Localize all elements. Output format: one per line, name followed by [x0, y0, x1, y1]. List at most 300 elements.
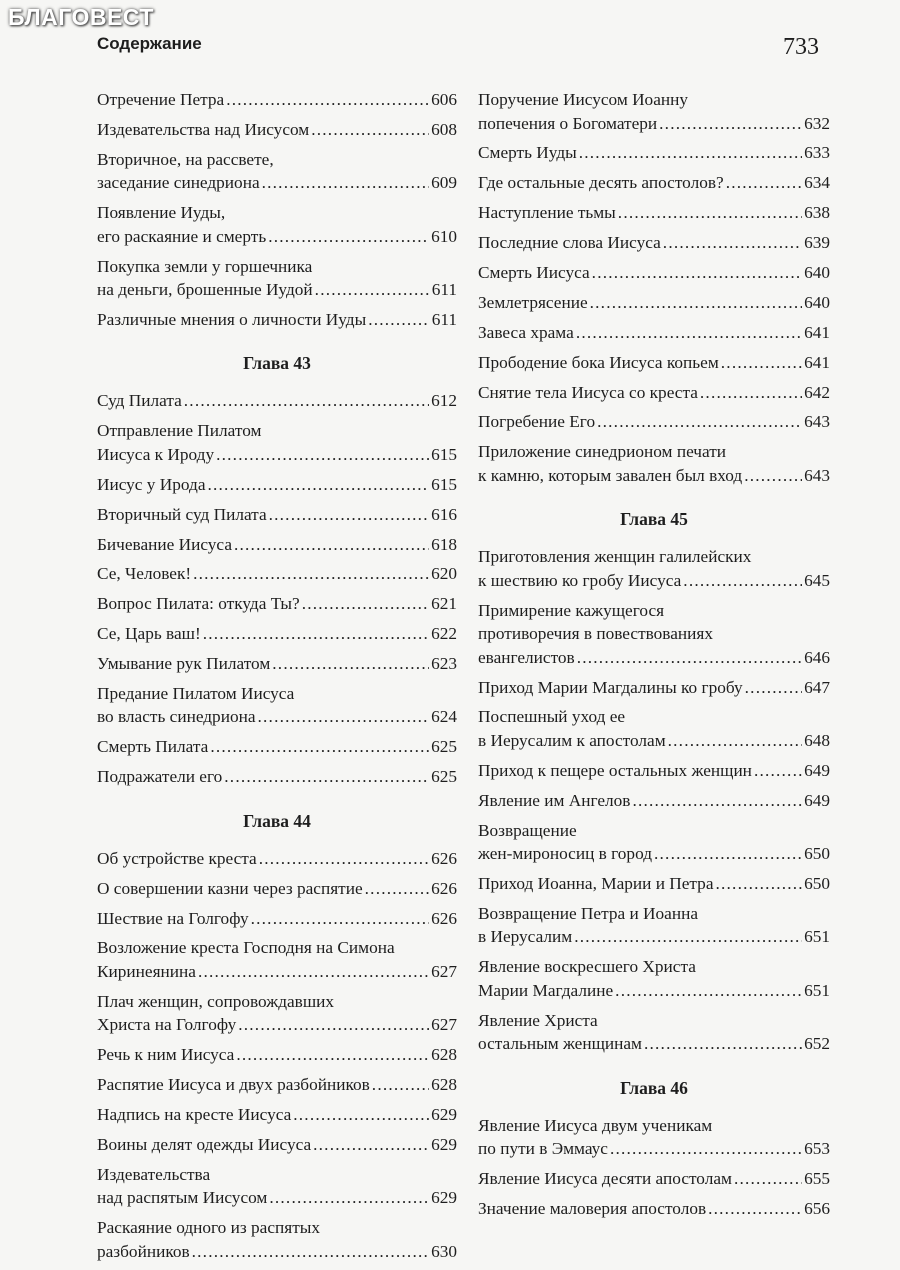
- toc-entry-title-line: Значение маловерия апостолов: [478, 1198, 707, 1218]
- toc-entry: [478, 141, 830, 165]
- toc-entry: [97, 533, 457, 557]
- toc-entry-title-line: Издевательства над Иисусом: [97, 119, 310, 139]
- dot-leader: [708, 1197, 802, 1221]
- toc-entry-title-line: Издевательства: [97, 1164, 211, 1184]
- toc-entry-title-line: Прободение бока Иисуса копьем: [478, 352, 719, 372]
- toc-page-number: 656: [804, 1198, 830, 1218]
- toc-entry-title-line: Приготовления женщин галилейских: [478, 547, 752, 567]
- toc-entry-row: [478, 1137, 830, 1161]
- toc-page-number: 653: [804, 1139, 830, 1159]
- toc-page-number: 618: [431, 534, 457, 554]
- dot-leader: [269, 1186, 429, 1210]
- toc-entry-title-line: Се, Человек!: [97, 564, 192, 584]
- toc-entry-title-line: Распятие Иисуса и двух разбойников: [97, 1075, 370, 1095]
- toc-entry-title-line: Наступление тьмы: [478, 203, 616, 223]
- toc-entry-title-line: Появление Иуды,: [97, 203, 226, 223]
- dot-leader: [734, 1167, 802, 1191]
- toc-entry-row: [478, 759, 830, 783]
- toc-entry: [478, 291, 830, 315]
- toc-entry-title-line: Снятие тела Иисуса со креста: [478, 382, 698, 402]
- toc-entry-title-line: Се, Царь ваш!: [97, 624, 201, 644]
- dot-leader: [208, 473, 430, 497]
- dot-leader: [668, 729, 802, 753]
- toc-entry: [478, 440, 830, 487]
- toc-page-number: 626: [431, 878, 457, 898]
- chapter-heading: Глава 44: [243, 810, 311, 831]
- dot-leader: [210, 735, 429, 759]
- dot-leader: [577, 646, 802, 670]
- toc-entry: [478, 872, 830, 896]
- toc-page-number: 626: [431, 908, 457, 928]
- toc-entry: [478, 676, 830, 700]
- toc-page-number: 649: [804, 790, 830, 810]
- toc-entry-title-line: Возвращение: [478, 820, 577, 840]
- toc-page-number: 639: [804, 233, 830, 253]
- toc-entry: [97, 255, 457, 302]
- toc-entry-title-line: Умывание рук Пилатом: [97, 654, 271, 674]
- toc-entry-row: [97, 622, 457, 646]
- toc-page-number: 611: [431, 280, 457, 300]
- toc-entry-row: [97, 225, 457, 249]
- toc-entry: [97, 907, 457, 931]
- toc-page-number: 638: [804, 203, 830, 223]
- toc-entry: [478, 902, 830, 949]
- toc-entry-title-line: Раскаяние одного из распятых: [97, 1218, 321, 1238]
- toc-entry-title-line: Надпись на кресте Иисуса: [97, 1104, 292, 1124]
- chapter-heading: Глава 46: [620, 1077, 688, 1098]
- dot-leader: [226, 88, 429, 112]
- toc-page-number: 655: [804, 1169, 830, 1189]
- dot-leader: [365, 877, 429, 901]
- toc-page-number: 629: [431, 1104, 457, 1124]
- toc-entry-title-line: Явление Христа: [478, 1010, 598, 1030]
- toc-entry-title-line: в Иерусалим: [478, 927, 573, 947]
- dot-leader: [224, 765, 429, 789]
- toc-entry: [97, 503, 457, 527]
- toc-entry-row: [97, 473, 457, 497]
- toc-page-number: 628: [431, 1045, 457, 1065]
- toc-entry: [97, 118, 457, 142]
- toc-entry-title-line: над распятым Иисусом: [97, 1188, 268, 1208]
- toc-entry: [478, 351, 830, 375]
- toc-entry-row: [97, 1186, 457, 1210]
- toc-entry-title-line: Марии Магдалине: [478, 980, 614, 1000]
- toc-entry-row: [478, 676, 830, 700]
- toc-entry-row: [478, 171, 830, 195]
- toc-entry: [97, 990, 457, 1037]
- toc-entry-title-line: Смерть Иуды: [478, 143, 577, 163]
- toc-entry-title-line: заседание синедриона: [97, 173, 260, 193]
- dot-leader: [744, 464, 802, 488]
- toc-entry: [478, 789, 830, 813]
- toc-page-number: 630: [431, 1241, 457, 1261]
- toc-entry-title-line: Воины делят одежды Иисуса: [97, 1134, 312, 1154]
- toc-entry-title-line: Явление Иисуса двум ученикам: [478, 1115, 713, 1135]
- toc-entry: [478, 599, 830, 670]
- toc-entry: [478, 261, 830, 285]
- toc-entry-title-line: Иисуса к Ироду: [97, 444, 215, 464]
- dot-leader: [726, 171, 802, 195]
- dot-leader: [576, 321, 802, 345]
- toc-entry-title-line: Возвращение Петра и Иоанна: [478, 903, 698, 923]
- dot-leader: [597, 410, 802, 434]
- toc-entry: [478, 1114, 830, 1161]
- toc-entry-title-line: Приход к пещере остальных женщин: [478, 760, 752, 780]
- toc-entry-row: [97, 443, 457, 467]
- toc-entry-row: [478, 646, 830, 670]
- toc-entry: [97, 562, 457, 586]
- toc-entry-title-line: Вторичный суд Пилата: [97, 504, 267, 524]
- toc-entry-title-line: евангелистов: [478, 647, 575, 667]
- toc-entry-row: [97, 389, 457, 413]
- toc-page-number: 641: [804, 322, 830, 342]
- dot-leader: [610, 1137, 802, 1161]
- toc-page-number: 651: [804, 927, 830, 947]
- toc-entry-title-line: Покупка земли у горшечника: [97, 256, 313, 276]
- dot-leader: [754, 759, 802, 783]
- toc-entry: [97, 148, 457, 195]
- toc-entry-row: [478, 141, 830, 165]
- toc-page-number: 608: [431, 119, 457, 139]
- page-number: 733: [783, 34, 819, 60]
- dot-leader: [700, 381, 802, 405]
- toc-entry: [478, 171, 830, 195]
- toc-entry-row: [478, 729, 830, 753]
- toc-entry-title-line: О совершении казни через распятие: [97, 878, 363, 898]
- toc-page-number: 648: [804, 730, 830, 750]
- toc-page-number: 643: [804, 412, 830, 432]
- toc-entry-title-line: Подражатели его: [97, 767, 223, 787]
- toc-entry-title-line: Киринеянина: [97, 961, 196, 981]
- toc-entry: [478, 381, 830, 405]
- toc-page-number: 624: [431, 707, 457, 727]
- dot-leader: [683, 569, 802, 593]
- toc-page-number: 625: [431, 767, 457, 787]
- dot-leader: [716, 872, 803, 896]
- toc-page-number: 611: [431, 309, 457, 329]
- toc-entry: [478, 231, 830, 255]
- toc-entry-title-line: Землетрясение: [478, 292, 588, 312]
- dot-leader: [311, 118, 429, 142]
- dot-leader: [262, 171, 429, 195]
- toc-entry: [97, 652, 457, 676]
- dot-leader: [644, 1032, 802, 1056]
- toc-entry: [478, 545, 830, 592]
- toc-entry-title-line: во власть синедриона: [97, 707, 256, 727]
- toc-entry-title-line: Смерть Пилата: [97, 737, 209, 757]
- toc-page-number: 615: [431, 444, 457, 464]
- toc-page-number: 650: [804, 844, 830, 864]
- dot-leader: [216, 443, 429, 467]
- toc-entry-row: [478, 1032, 830, 1056]
- toc-entry-row: [478, 925, 830, 949]
- toc-entry-title-line: Предание Пилатом Иисуса: [97, 683, 295, 703]
- toc-entry-row: [478, 351, 830, 375]
- dot-leader: [618, 201, 802, 225]
- dot-leader: [272, 652, 429, 676]
- toc-page-number: 609: [431, 173, 457, 193]
- toc-entry: [478, 705, 830, 752]
- toc-entry: [97, 936, 457, 983]
- toc-entry: [97, 735, 457, 759]
- toc-entry-row: [97, 1133, 457, 1157]
- toc-entry-title-line: к шествию ко гробу Иисуса: [478, 570, 682, 590]
- toc-page-number: 634: [804, 173, 830, 193]
- dot-leader: [368, 308, 430, 332]
- toc-entry-title-line: Завеса храма: [478, 322, 574, 342]
- toc-entry-row: [97, 503, 457, 527]
- toc-entry-row: [97, 118, 457, 142]
- dot-leader: [659, 112, 802, 136]
- toc-entry-title-line: Где остальные десять апостолов?: [478, 173, 724, 193]
- toc-entry-title-line: на деньги, брошенные Иудой: [97, 280, 313, 300]
- toc-page-number: 629: [431, 1134, 457, 1154]
- dot-leader: [203, 622, 429, 646]
- toc-entry-row: [97, 533, 457, 557]
- toc-entry-row: [97, 88, 457, 112]
- toc-entry-row: [478, 1197, 830, 1221]
- toc-entry-row: [97, 1240, 457, 1264]
- toc-entry: [97, 765, 457, 789]
- toc-entry-row: [97, 1043, 457, 1067]
- dot-leader: [590, 291, 802, 315]
- dot-leader: [372, 1073, 429, 1097]
- dot-leader: [313, 1133, 429, 1157]
- toc-entry-row: [478, 872, 830, 896]
- toc-entry-title-line: Об устройстве креста: [97, 848, 257, 868]
- toc-entry-row: [478, 569, 830, 593]
- toc-entry: [478, 1009, 830, 1056]
- toc-entry-title-line: его раскаяние и смерть: [97, 226, 267, 246]
- toc-page-number: 628: [431, 1075, 457, 1095]
- toc-entry-title-line: Поручение Иисусом Иоанну: [478, 90, 688, 109]
- toc-page-number: 612: [431, 391, 457, 411]
- toc-entry: [478, 1167, 830, 1191]
- toc-page-number: 629: [431, 1188, 457, 1208]
- toc-page-number: 641: [804, 352, 830, 372]
- toc-entry: [478, 410, 830, 434]
- dot-leader: [592, 261, 802, 285]
- dot-leader: [238, 1013, 429, 1037]
- dot-leader: [745, 676, 802, 700]
- dot-leader: [236, 1043, 429, 1067]
- toc-entry: [478, 819, 830, 866]
- toc-entry-row: [97, 171, 457, 195]
- toc-entry: [97, 201, 457, 248]
- toc-entry-row: [478, 381, 830, 405]
- toc-entry-title-line: Шествие на Голгофу: [97, 908, 249, 928]
- dot-leader: [315, 278, 430, 302]
- toc-entry-row: [478, 1167, 830, 1191]
- toc-page-number: 625: [431, 737, 457, 757]
- dot-leader: [258, 705, 430, 729]
- toc-page-number: 622: [431, 624, 457, 644]
- toc-entry-row: [97, 652, 457, 676]
- toc-entry-row: [97, 765, 457, 789]
- toc-entry: [478, 955, 830, 1002]
- toc-entry-title-line: противоречия в повествованиях: [478, 624, 713, 644]
- toc-entry-row: [97, 735, 457, 759]
- dot-leader: [184, 389, 429, 413]
- toc-entry-title-line: в Иерусалим к апостолам: [478, 730, 666, 750]
- toc-entry-title-line: Отправление Пилатом: [97, 421, 262, 441]
- toc-entry-row: [478, 321, 830, 345]
- toc-entry-title-line: Отречение Петра: [97, 90, 225, 109]
- toc-entry-row: [478, 231, 830, 255]
- toc-entry-row: [478, 291, 830, 315]
- dot-leader: [721, 351, 802, 375]
- toc-entry-title-line: Речь к ним Иисуса: [97, 1045, 235, 1065]
- toc-entry: [97, 473, 457, 497]
- toc-entry-title-line: Явление воскресшего Христа: [478, 957, 696, 977]
- toc-entry-title-line: Смерть Иисуса: [478, 262, 590, 282]
- toc-page-number: 606: [431, 90, 457, 109]
- toc-entry-title-line: остальным женщинам: [478, 1034, 642, 1054]
- toc-entry-title-line: Явление Иисуса десяти апостолам: [478, 1169, 732, 1189]
- toc-entry-row: [478, 842, 830, 866]
- toc-entry-title-line: жен-мироносиц в город: [478, 844, 653, 864]
- toc-entry-title-line: Иисус у Ирода: [97, 474, 206, 494]
- toc-page-number: 650: [804, 874, 830, 894]
- toc-right-column: [478, 88, 830, 1227]
- toc-page-number: 643: [804, 465, 830, 485]
- toc-entry-title-line: Приход Иоанна, Марии и Петра: [478, 874, 714, 894]
- toc-page-number: 646: [804, 647, 830, 667]
- toc-entry-row: [97, 705, 457, 729]
- toc-entry-title-line: Христа на Голгофу: [97, 1015, 237, 1035]
- toc-entry-row: [478, 979, 830, 1003]
- toc-entry-title-line: Бичевание Иисуса: [97, 534, 232, 554]
- dot-leader: [198, 960, 429, 984]
- toc-entry-title-line: Суд Пилата: [97, 391, 182, 411]
- toc-entry-row: [97, 960, 457, 984]
- toc-entry-title-line: Вторичное, на рассвете,: [97, 149, 274, 169]
- toc-entry: [97, 1163, 457, 1210]
- toc-entry-title-line: Поспешный уход ее: [478, 707, 626, 727]
- dot-leader: [293, 1103, 429, 1127]
- toc-page-number: 640: [804, 262, 830, 282]
- dot-leader: [259, 847, 429, 871]
- toc-entry-title-line: к камню, которым завален был вход: [478, 465, 743, 485]
- toc-page-number: 616: [431, 504, 457, 524]
- toc-entry: [478, 321, 830, 345]
- dot-leader: [251, 907, 429, 931]
- toc-entry: [97, 1216, 457, 1263]
- toc-entry-title-line: Погребение Его: [478, 412, 596, 432]
- dot-leader: [632, 789, 802, 813]
- toc-entry: [478, 201, 830, 225]
- toc-entry: [97, 682, 457, 729]
- dot-leader: [579, 141, 802, 165]
- toc-entry: [97, 1133, 457, 1157]
- toc-entry: [97, 877, 457, 901]
- dot-leader: [615, 979, 802, 1003]
- toc-entry-row: [97, 877, 457, 901]
- dot-leader: [269, 503, 429, 527]
- toc-entry: [97, 622, 457, 646]
- toc-entry-title-line: Плач женщин, сопровождавших: [97, 991, 335, 1011]
- toc-page-number: 642: [804, 382, 830, 402]
- dot-leader: [234, 533, 429, 557]
- toc-entry-title-line: Примирение кажущегося: [478, 600, 665, 620]
- toc-entry: [97, 88, 457, 112]
- toc-entry: [97, 308, 457, 332]
- toc-entry-title-line: попечения о Богоматери: [478, 113, 658, 133]
- toc-page-number: 647: [804, 677, 830, 697]
- toc-entry-title-line: Последние слова Иисуса: [478, 233, 661, 253]
- toc-page-number: 633: [804, 143, 830, 163]
- dot-leader: [268, 225, 429, 249]
- toc-entry-row: [97, 1073, 457, 1097]
- toc-entry-row: [478, 112, 830, 136]
- toc-page-number: 645: [804, 570, 830, 590]
- toc-entry-row: [478, 789, 830, 813]
- toc-entry-row: [97, 308, 457, 332]
- dot-leader: [193, 562, 429, 586]
- toc-page-number: 610: [431, 226, 457, 246]
- toc-entry: [97, 389, 457, 413]
- toc-entry-row: [97, 278, 457, 302]
- toc-entry: [478, 759, 830, 783]
- toc-entry-row: [478, 261, 830, 285]
- toc-page-number: 620: [431, 564, 457, 584]
- toc-page-number: 626: [431, 848, 457, 868]
- toc-page-number: 649: [804, 760, 830, 780]
- toc-entry: [97, 847, 457, 871]
- chapter-heading: Глава 45: [620, 509, 688, 530]
- dot-leader: [663, 231, 802, 255]
- toc-entry-row: [97, 1013, 457, 1037]
- toc-entry-title-line: разбойников: [97, 1241, 190, 1261]
- watermark-logo: БЛАГОВЕСТ: [8, 4, 154, 30]
- toc-entry-title-line: Вопрос Пилата: откуда Ты?: [97, 594, 300, 614]
- page-header-title: Содержание: [97, 34, 202, 53]
- toc-entry: [97, 1103, 457, 1127]
- dot-leader: [302, 592, 429, 616]
- toc-page-number: 652: [804, 1034, 830, 1054]
- toc-entry-title-line: Приложение синедрионом печати: [478, 442, 727, 462]
- toc-entry-title-line: по пути в Эммаус: [478, 1139, 608, 1159]
- toc-entry-title-line: Различные мнения о личности Иуды: [97, 309, 367, 329]
- toc-entry: [478, 1197, 830, 1221]
- toc-page-number: 627: [431, 1015, 457, 1035]
- toc-entry: [97, 419, 457, 466]
- toc-entry-title-line: Приход Марии Магдалины ко гробу: [478, 677, 743, 697]
- toc-entry: [97, 592, 457, 616]
- toc-page-number: 651: [804, 980, 830, 1000]
- toc-entry-title-line: Явление им Ангелов: [478, 790, 631, 810]
- toc-page-number: 621: [431, 594, 457, 614]
- toc-page-number: 615: [431, 474, 457, 494]
- toc-entry-row: [478, 410, 830, 434]
- toc-page-number: 623: [431, 654, 457, 674]
- toc-left-column: [97, 88, 457, 1270]
- toc-entry: [97, 1043, 457, 1067]
- toc-entry: [478, 88, 830, 135]
- toc-entry-row: [97, 907, 457, 931]
- dot-leader: [574, 925, 802, 949]
- toc-page-number: 627: [431, 961, 457, 981]
- toc-entry-row: [97, 1103, 457, 1127]
- toc-entry-row: [97, 592, 457, 616]
- toc-entry: [97, 1073, 457, 1097]
- toc-page-number: 632: [804, 113, 830, 133]
- chapter-heading: Глава 43: [243, 353, 311, 374]
- toc-entry-row: [478, 464, 830, 488]
- toc-entry-title-line: Возложение креста Господня на Симона: [97, 938, 395, 958]
- toc-entry-row: [478, 201, 830, 225]
- toc-entry-row: [97, 562, 457, 586]
